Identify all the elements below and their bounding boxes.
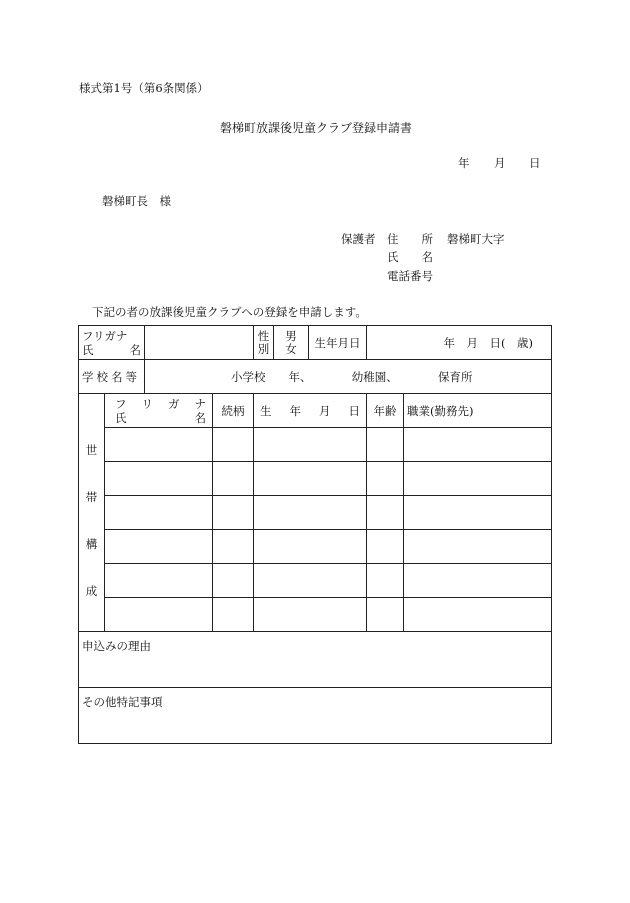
hdr-name-1: 氏	[115, 410, 127, 425]
household-row	[79, 462, 552, 496]
sex-label-char-2: 別	[257, 341, 270, 356]
hdr-furi-2: リ	[141, 396, 153, 411]
member-birth-input[interactable]	[254, 530, 367, 564]
relation-header: 続柄	[213, 394, 254, 428]
application-form-table	[78, 325, 552, 744]
child-name-label-cell	[79, 326, 145, 360]
household-row	[79, 428, 552, 462]
name-label: 氏 名	[387, 250, 433, 264]
member-name-input[interactable]	[105, 598, 213, 632]
side-char-3: 構	[85, 536, 98, 551]
date-year: 年	[458, 156, 470, 170]
member-birth-input[interactable]	[254, 428, 367, 462]
member-relation-input[interactable]	[213, 428, 254, 462]
member-occupation-input[interactable]	[404, 462, 552, 496]
side-char-1: 世	[85, 442, 98, 457]
member-birth-input[interactable]	[254, 496, 367, 530]
reason-cell[interactable]	[79, 632, 552, 688]
household-row	[79, 598, 552, 632]
side-char-2: 帯	[85, 489, 98, 504]
hdr-birth-3: 月	[319, 403, 331, 418]
hdr-birth-1: 生	[260, 403, 272, 418]
household-row	[79, 564, 552, 598]
member-relation-input[interactable]	[213, 496, 254, 530]
sex-option-male[interactable]: 男	[285, 328, 297, 343]
member-age-input[interactable]	[367, 462, 404, 496]
birth-value[interactable]: 年 月 日( 歳)	[367, 326, 552, 360]
hdr-birth-4: 日	[348, 403, 361, 418]
sex-label-cell	[254, 326, 274, 360]
member-occupation-input[interactable]	[404, 428, 552, 462]
member-occupation-input[interactable]	[404, 598, 552, 632]
hdr-birth-2: 年	[289, 403, 302, 418]
hdr-furi-3: ガ	[168, 396, 180, 411]
household-row	[79, 530, 552, 564]
birth-header	[254, 394, 367, 428]
reason-row	[79, 632, 552, 688]
furigana-label: フリガナ	[82, 328, 128, 343]
member-name-input[interactable]	[105, 496, 213, 530]
hdr-name-2: 名	[194, 410, 206, 425]
member-relation-input[interactable]	[213, 530, 254, 564]
sex-label-char-1: 性	[257, 328, 270, 343]
form-number: 様式第1号（第6条関係）	[79, 81, 209, 95]
member-name-input[interactable]	[105, 462, 213, 496]
date-month: 月	[494, 156, 506, 170]
address-label: 住 所	[387, 232, 433, 246]
member-relation-input[interactable]	[213, 598, 254, 632]
other-cell[interactable]	[79, 688, 552, 744]
member-occupation-input[interactable]	[404, 496, 552, 530]
document-title: 磐梯町放課後児童クラブ登録申請書	[220, 121, 413, 135]
age-header: 年齢	[367, 394, 404, 428]
school-row	[79, 360, 552, 394]
name-char-1: 氏	[82, 342, 94, 357]
member-occupation-input[interactable]	[404, 530, 552, 564]
member-name-input[interactable]	[105, 564, 213, 598]
side-char-4: 成	[85, 583, 98, 598]
other-row	[79, 688, 552, 744]
member-name-input[interactable]	[105, 428, 213, 462]
hdr-furi-4: ナ	[194, 396, 206, 411]
birth-label: 生年月日	[309, 326, 367, 360]
date-day: 日	[529, 156, 541, 170]
school-value[interactable]: 小学校 年、 幼稚園、 保育所	[145, 360, 552, 394]
member-relation-input[interactable]	[213, 564, 254, 598]
member-birth-input[interactable]	[254, 598, 367, 632]
member-age-input[interactable]	[367, 530, 404, 564]
applicant-label: 保護者	[341, 232, 376, 246]
member-name-header	[105, 394, 213, 428]
household-side-label	[79, 394, 105, 632]
address-value: 磐梯町大字	[447, 232, 505, 246]
name-char-2: 名	[129, 342, 141, 357]
member-relation-input[interactable]	[213, 462, 254, 496]
school-label: 学校名等	[79, 360, 145, 394]
other-label: その他特記事項	[82, 695, 163, 709]
child-name-input[interactable]	[145, 326, 254, 360]
child-name-row	[79, 326, 552, 360]
member-age-input[interactable]	[367, 564, 404, 598]
phone-label: 電話番号	[387, 269, 433, 283]
household-row	[79, 496, 552, 530]
member-birth-input[interactable]	[254, 462, 367, 496]
household-header-row	[79, 394, 552, 428]
occupation-header: 職業(勤務先)	[404, 394, 552, 428]
sex-option-female[interactable]: 女	[285, 341, 297, 356]
member-birth-input[interactable]	[254, 564, 367, 598]
intro-text: 下記の者の放課後児童クラブへの登録を申請します。	[92, 305, 367, 319]
addressee: 磐梯町長 様	[102, 194, 171, 208]
member-age-input[interactable]	[367, 496, 404, 530]
reason-label: 申込みの理由	[82, 639, 151, 653]
member-name-input[interactable]	[105, 530, 213, 564]
member-occupation-input[interactable]	[404, 564, 552, 598]
member-age-input[interactable]	[367, 598, 404, 632]
member-age-input[interactable]	[367, 428, 404, 462]
sex-options-cell[interactable]	[274, 326, 309, 360]
hdr-furi-1: フ	[115, 396, 127, 411]
